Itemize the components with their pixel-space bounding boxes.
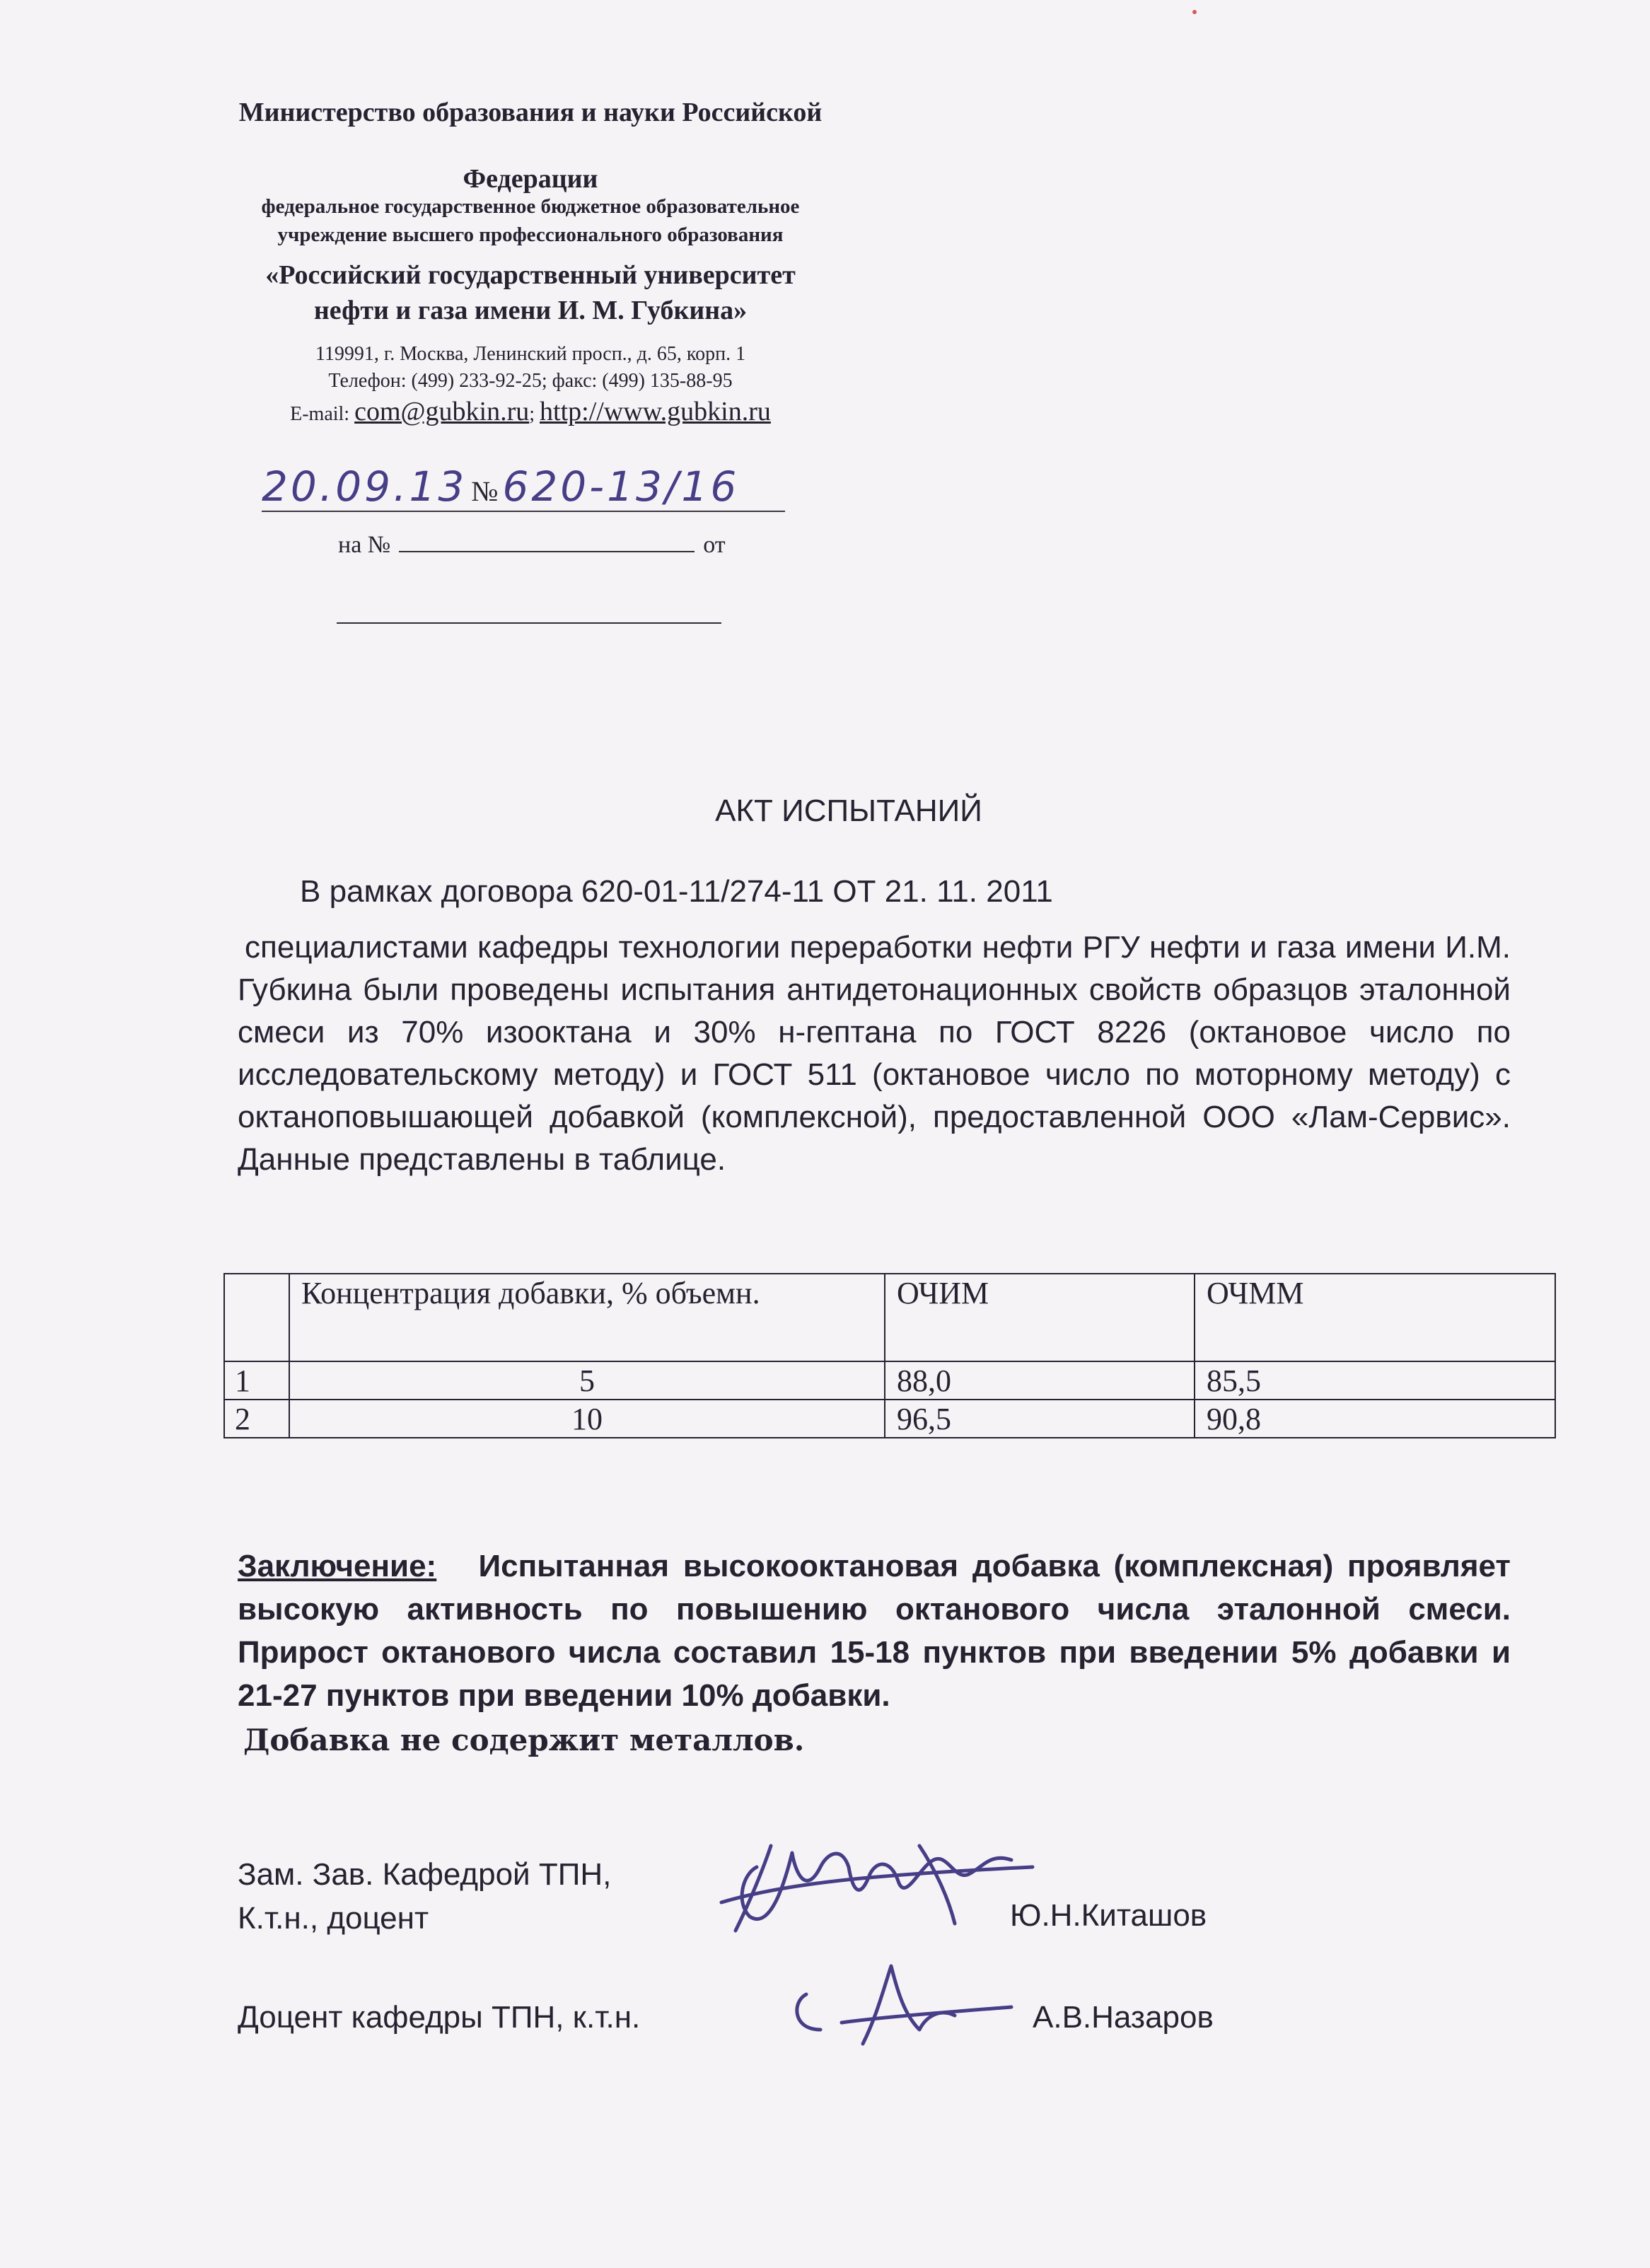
signatory-1-position-line-1: Зам. Зав. Кафедрой ТПН,: [238, 1857, 612, 1892]
signature-2: [778, 1952, 1033, 2058]
cell-ochim: 88,0: [885, 1361, 1195, 1400]
signatory-2-name: А.В.Назаров: [1033, 2000, 1214, 2035]
cell-index: 2: [224, 1400, 289, 1438]
paper-speck: [1192, 10, 1197, 14]
letterhead-university: [141, 257, 919, 328]
results-table: [223, 1273, 1556, 1438]
registration-underline: [262, 511, 785, 512]
header-cell-ochmm: ОЧММ: [1195, 1274, 1555, 1361]
institution-type-line-1: федеральное государственное бюджетное образовательное: [261, 195, 800, 218]
address: 119991, г. Москва, Ленинский просп., д. 65, корп. 1: [315, 343, 746, 365]
email-link[interactable]: com@gubkin.ru: [354, 397, 530, 426]
letterhead-institution-type: [141, 192, 919, 249]
university-line-1: «Российский государственный университет: [265, 260, 796, 290]
cell-ochim: 96,5: [885, 1400, 1195, 1438]
body-paragraph: специалистами кафедры технологии переработки нефти РГУ нефти и газа имени И.М. Губкина были проведены испытания антидетонационных свойств образцов эталонной смеси из 70% изооктана и 30% н-гептана по ГОСТ 8226 (октановое число по исследовательскому методу) и ГОСТ 511 (октановое число по моторному методу) с октаноповышающей добавкой (комплексной), предоставленной ООО «Лам-Сервис». Данные представлены в таблице.: [238, 930, 1511, 1177]
conclusion: [238, 1545, 1511, 1717]
reference-label: на №: [338, 532, 391, 558]
contract-reference: В рамках договора 620-01-11/274-11 ОТ 21. 11. 2011: [300, 874, 1053, 909]
institution-type-line-2: учреждение высшего профессионального образования: [277, 223, 784, 246]
table-row: [224, 1400, 1555, 1438]
letterhead-email-web: [141, 396, 919, 430]
registration-number-value: 620-13/16: [502, 463, 740, 511]
letterhead-contacts: [141, 341, 919, 395]
table-header-row: [224, 1274, 1555, 1361]
reference-blank: [399, 533, 695, 552]
reference-line: [338, 532, 726, 559]
email-separator: ;: [529, 403, 535, 425]
conclusion-label: Заключение:: [238, 1549, 437, 1583]
header-cell-concentration: Концентрация добавки, % объемн.: [289, 1274, 885, 1361]
reference-from: от: [703, 532, 726, 558]
cell-ochmm: 90,8: [1195, 1400, 1555, 1438]
conclusion-note: Добавка не содержит металлов.: [243, 1723, 805, 1757]
website-link[interactable]: http://www.gubkin.ru: [540, 397, 771, 426]
number-sign: №: [471, 475, 499, 507]
cell-index: 1: [224, 1361, 289, 1400]
ministry-line-2: Федерации: [463, 164, 598, 194]
email-label: E-mail:: [290, 403, 350, 425]
conclusion-text: Испытанная высокооктановая добавка (комплексная) проявляет высокую активность по повышению октанового числа эталонной смеси. Прирост октанового числа составил 15-18 пунктов при введении 5% добавки и 21-27 пунктов при введении 10% добавки.: [238, 1549, 1511, 1713]
signatory-1-name: Ю.Н.Киташов: [1010, 1898, 1207, 1933]
ministry-line-1: Министерство образования и науки Российской: [238, 98, 823, 127]
cell-ochmm: 85,5: [1195, 1361, 1555, 1400]
university-line-2: нефти и газа имени И. М. Губкина»: [313, 296, 748, 325]
phone-fax: Телефон: (499) 233-92-25; факс: (499) 135-88-95: [328, 370, 733, 392]
header-cell-ochim: ОЧИМ: [885, 1274, 1195, 1361]
header-cell-index: [224, 1274, 289, 1361]
document-title: АКТ ИСПЫТАНИЙ: [715, 793, 982, 828]
reference-date-blank: [337, 622, 721, 624]
signatory-2-position: Доцент кафедры ТПН, к.т.н.: [238, 2000, 641, 2035]
registration-date: 20.09.13: [262, 463, 467, 511]
registration-number: [262, 463, 785, 511]
table-row: [224, 1361, 1555, 1400]
cell-concentration: 5: [289, 1361, 885, 1400]
cell-concentration: 10: [289, 1400, 885, 1438]
signature-1: [707, 1825, 1075, 1952]
signatory-1-position: [238, 1853, 611, 1941]
signatory-1-position-line-2: К.т.н., доцент: [238, 1901, 429, 1936]
